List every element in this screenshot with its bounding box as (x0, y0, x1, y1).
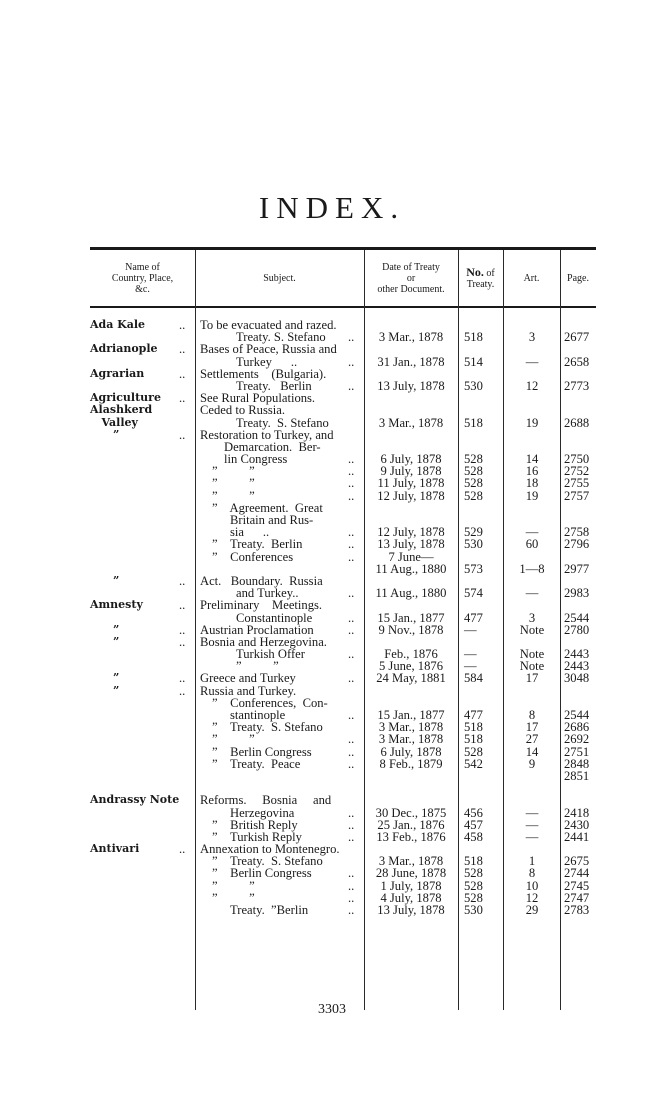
entry-treaty-no: 456 (464, 805, 483, 820)
entry-article: 14 (525, 452, 539, 467)
entry-subject: ” ” (212, 476, 255, 491)
entry-date: Feb., 1876 (384, 647, 438, 662)
table-row (90, 587, 596, 599)
table-row (90, 526, 596, 538)
entry-treaty-no: 477 (464, 610, 483, 625)
entry-article: — (525, 354, 539, 369)
entry-subject: sia .. (230, 525, 270, 540)
entry-page: 2755 (564, 476, 590, 491)
name-leader-dots: .. (179, 366, 186, 381)
entry-page: 2747 (564, 890, 590, 905)
entry-subject: ” Treaty. Peace (212, 756, 301, 771)
entry-subject: Act. Boundary. Russia (200, 573, 323, 588)
table-row (90, 368, 596, 380)
entry-date: 3 Mar., 1878 (378, 732, 444, 747)
entry-treaty-no: 530 (464, 378, 483, 393)
entry-treaty-no: 529 (464, 525, 483, 540)
entry-treaty-no: 528 (464, 890, 483, 905)
entry-article: — (525, 829, 539, 844)
entry-subject: ” ” (212, 488, 255, 503)
entry-subject: ” ” (212, 878, 255, 893)
table-row (90, 672, 596, 684)
entry-subject: Austrian Proclamation (200, 622, 314, 637)
entry-article: Note (519, 659, 545, 674)
entry-treaty-no: 574 (464, 586, 483, 601)
table-row (90, 356, 596, 368)
subject-leader-dots: .. (348, 829, 355, 844)
entry-name: ” (90, 427, 120, 441)
subject-leader-dots: .. (348, 464, 355, 479)
entry-date: 28 June, 1878 (375, 866, 447, 881)
entry-treaty-no: 542 (464, 756, 483, 771)
entry-page: 3048 (564, 671, 590, 686)
entry-name: Antivari (90, 842, 140, 856)
entry-article: — (525, 525, 539, 540)
entry-subject: ” British Reply (212, 817, 298, 832)
entry-page: 2745 (564, 878, 590, 893)
header-subject: Subject. (263, 272, 296, 284)
entry-treaty-no: — (464, 647, 477, 662)
entry-name: Andrassy Note (90, 793, 180, 807)
name-leader-dots: .. (179, 842, 186, 857)
name-leader-dots: .. (179, 342, 186, 357)
entry-page: 2692 (564, 732, 590, 747)
entry-name: ” (90, 634, 120, 648)
entry-article: Note (519, 622, 545, 637)
entry-subject: Reforms. Bosnia and (200, 793, 332, 808)
name-leader-dots: .. (179, 671, 186, 686)
subject-leader-dots: .. (348, 878, 355, 893)
name-leader-dots: .. (179, 318, 186, 332)
entry-date: 13 Feb., 1876 (376, 829, 446, 844)
table-row (90, 855, 596, 867)
table-row (90, 733, 596, 745)
subject-leader-dots: .. (348, 622, 355, 637)
name-leader-dots: .. (179, 683, 186, 698)
entry-date: 30 Dec., 1875 (375, 805, 447, 820)
subject-leader-dots: .. (348, 647, 355, 662)
entry-subject: Russia and Turkey. (200, 683, 297, 698)
entry-article: 10 (525, 878, 539, 893)
entry-page: 2544 (564, 708, 590, 722)
entry-treaty-no: 518 (464, 330, 483, 345)
entry-date: 13 July, 1878 (377, 378, 445, 393)
entry-subject: ” Agreement. Great (212, 500, 323, 515)
entry-article: 29 (525, 903, 539, 917)
subject-leader-dots: .. (348, 708, 355, 722)
entry-date: 13 July, 1878 (377, 903, 445, 917)
entry-date: 9 July, 1878 (380, 464, 442, 479)
entry-treaty-no: 530 (464, 903, 483, 917)
entry-date: 24 May, 1881 (376, 671, 446, 686)
entry-date: 3 Mar., 1878 (378, 415, 444, 430)
entry-treaty-no: 528 (464, 464, 483, 479)
entry-treaty-no: — (464, 659, 477, 674)
table-row (90, 538, 596, 550)
entry-subject: Constantinople (236, 610, 313, 625)
entry-subject: ” Turkish Reply (212, 829, 302, 844)
entry-treaty-no: 528 (464, 866, 483, 881)
entry-subject: ” Berlin Congress (212, 744, 312, 759)
table-row (90, 319, 596, 331)
header-name: Name of Country, Place, &c. (111, 261, 174, 295)
table-row (90, 404, 596, 416)
entry-article: 19 (525, 415, 539, 430)
entry-treaty-no: 528 (464, 878, 483, 893)
subject-leader-dots: .. (348, 452, 355, 467)
entry-article: 27 (525, 732, 539, 747)
entry-page: 2675 (564, 854, 590, 869)
entry-article: 17 (525, 671, 539, 686)
entry-page: 2658 (564, 354, 590, 369)
table-row (90, 697, 596, 709)
entry-subject: stantinople (230, 708, 286, 722)
table-row (90, 563, 596, 575)
entry-subject: Settlements (Bulgaria). (200, 366, 327, 381)
entry-name: Adrianople (90, 342, 158, 356)
header-treaty-no: No. of Treaty. (466, 264, 495, 290)
entry-subject: ” ” (212, 732, 255, 747)
entry-date: 3 Mar., 1878 (378, 854, 444, 869)
subject-leader-dots: .. (348, 890, 355, 905)
entry-subject: ” ” (236, 659, 279, 674)
entry-date: 3 Mar., 1878 (378, 720, 444, 735)
entry-page: 2418 (564, 805, 590, 820)
subject-leader-dots: .. (348, 586, 355, 601)
entry-subject: Treaty. ”Berlin (230, 903, 309, 917)
subject-leader-dots: .. (348, 537, 355, 552)
table-row (90, 502, 596, 514)
entry-subject: ” Conferences, Con- (212, 695, 328, 710)
entry-name: Ada Kale (90, 318, 146, 331)
table-row (90, 429, 596, 441)
entry-treaty-no: 518 (464, 854, 483, 869)
entry-article: 9 (528, 756, 536, 771)
entry-date: 15 Jan., 1877 (377, 610, 445, 625)
entry-subject: Britain and Rus- (230, 513, 314, 527)
entry-name: Agrarian (90, 366, 145, 380)
table-row (90, 441, 596, 453)
entry-subject: Ceded to Russia. (200, 403, 286, 418)
entry-name: ” (90, 622, 120, 636)
entry-subject: ” Treaty. S. Stefano (212, 720, 323, 735)
entry-subject: Turkey .. (236, 354, 298, 369)
table-row (90, 551, 596, 563)
table-row (90, 880, 596, 892)
entry-article: 18 (525, 476, 539, 491)
header-page: Page. (567, 272, 589, 284)
header-date: Date of Treaty or other Document. (377, 261, 445, 295)
entry-treaty-no: 518 (464, 732, 483, 747)
entry-article: 60 (525, 537, 539, 552)
entry-page: 2441 (564, 829, 590, 844)
subject-leader-dots: .. (348, 903, 355, 917)
table-row (90, 343, 596, 355)
table-row (90, 867, 596, 879)
subject-leader-dots: .. (348, 330, 355, 345)
page-title: INDEX. (258, 190, 406, 225)
entry-page: 2796 (564, 537, 590, 552)
entry-date: 3 Mar., 1878 (378, 330, 444, 345)
entry-treaty-no: 573 (464, 561, 483, 576)
entry-treaty-no: 528 (464, 452, 483, 467)
table-row (90, 380, 596, 392)
entry-subject: Treaty. S. Stefano (236, 330, 326, 345)
entry-subject: Restoration to Turkey, and (200, 427, 334, 442)
entry-date: 13 July, 1878 (377, 537, 445, 552)
entry-treaty-no: 514 (464, 354, 483, 369)
entry-subject: ” ” (212, 890, 255, 905)
entry-date: 11 July, 1878 (377, 476, 445, 491)
entry-article: — (525, 817, 539, 832)
entry-page: 2750 (564, 452, 590, 467)
entry-name: Valley (90, 415, 138, 429)
subject-leader-dots: .. (348, 732, 355, 747)
name-leader-dots: .. (179, 598, 186, 613)
subject-leader-dots: .. (348, 866, 355, 881)
entry-treaty-no: 518 (464, 415, 483, 430)
entry-name: Agriculture (90, 391, 161, 405)
subject-leader-dots: .. (348, 549, 355, 564)
entry-page: 2443 (564, 659, 590, 674)
name-leader-dots: .. (179, 634, 186, 649)
subject-leader-dots: .. (348, 476, 355, 491)
entry-page: 2851 (564, 768, 590, 783)
subject-leader-dots: .. (348, 488, 355, 503)
entry-subject: Bosnia and Herzegovina. (200, 634, 327, 649)
subject-leader-dots: .. (348, 525, 355, 540)
table-row (90, 831, 596, 843)
subject-leader-dots: .. (348, 744, 355, 759)
entry-page: 2751 (564, 744, 590, 759)
table-row (90, 417, 596, 429)
entry-subject: Preliminary Meetings. (200, 598, 323, 613)
entry-page: 2977 (564, 561, 590, 576)
entry-date: 8 Feb., 1879 (379, 756, 443, 771)
entry-subject: ” Conferences (212, 549, 294, 564)
entry-subject: Demarcation. Ber- (224, 439, 321, 454)
entry-treaty-no: — (464, 622, 477, 637)
entry-page: 2686 (564, 720, 590, 735)
entry-subject: ” Treaty. Berlin (212, 537, 303, 552)
table-row (90, 721, 596, 733)
entry-date: 25 Jan., 1876 (377, 817, 445, 832)
entry-date: 11 Aug., 1880 (375, 561, 447, 576)
entry-date: 1 July, 1878 (380, 878, 442, 893)
name-leader-dots: .. (179, 622, 186, 637)
entry-article: 12 (525, 890, 539, 905)
entry-date: 11 Aug., 1880 (375, 586, 447, 601)
entry-page: 2848 (564, 756, 590, 771)
name-leader-dots: .. (179, 391, 186, 406)
entry-subject: Treaty. Berlin (236, 378, 312, 393)
subject-leader-dots: .. (348, 378, 355, 393)
entry-subject: Bases of Peace, Russia and (200, 342, 337, 357)
entry-subject: lin Congress (224, 452, 288, 467)
entry-page: 2773 (564, 378, 590, 393)
entry-treaty-no: 457 (464, 817, 483, 832)
table-row (90, 624, 596, 636)
entry-date: 12 July, 1878 (377, 488, 445, 503)
subject-leader-dots: .. (348, 817, 355, 832)
subject-leader-dots: .. (348, 756, 355, 771)
entry-subject: To be evacuated and razed. (200, 318, 337, 332)
entry-name: ” (90, 573, 120, 587)
table-row (90, 477, 596, 489)
table-row (90, 392, 596, 404)
table-row (90, 770, 596, 782)
entry-page: 2430 (564, 817, 590, 832)
table-row (90, 794, 596, 806)
entry-subject: Treaty. S. Stefano (236, 415, 329, 430)
page-number: 3303 (318, 1002, 346, 1017)
subject-leader-dots: .. (348, 805, 355, 820)
entry-article: Note (519, 647, 545, 662)
entry-page: 2780 (564, 622, 590, 637)
entry-date: 9 Nov., 1878 (378, 622, 444, 637)
entry-treaty-no: 528 (464, 488, 483, 503)
entry-treaty-no: 584 (464, 671, 483, 686)
table-row (90, 685, 596, 697)
table-row (90, 709, 596, 721)
table-row (90, 892, 596, 904)
entry-date: 6 July, 1878 (380, 452, 442, 467)
header-rule (90, 306, 596, 308)
entry-article: 3 (528, 610, 536, 625)
table-row (90, 819, 596, 831)
table-row (90, 490, 596, 502)
table-row (90, 843, 596, 855)
entry-page: 2744 (564, 866, 590, 881)
entry-page: 2983 (564, 586, 590, 601)
subject-leader-dots: .. (348, 610, 355, 625)
entry-date: 6 July, 1878 (380, 744, 442, 759)
entry-date: 7 June— (388, 549, 434, 564)
entry-page: 2757 (564, 488, 590, 503)
entry-page: 2752 (564, 464, 590, 479)
entry-subject: See Rural Populations. (200, 391, 316, 406)
entry-date: 5 June, 1876 (378, 659, 443, 674)
entry-subject: ” Treaty. S. Stefano (212, 854, 323, 869)
entry-page: 2544 (564, 610, 590, 625)
entry-article: — (525, 586, 539, 601)
table-row (90, 758, 596, 770)
entry-subject: Turkish Offer (236, 647, 305, 662)
entry-subject: and Turkey.. (236, 586, 299, 601)
entry-name: Amnesty (90, 598, 143, 612)
name-leader-dots: .. (179, 573, 186, 588)
subject-leader-dots: .. (348, 671, 355, 686)
entry-subject: ” ” (212, 464, 255, 479)
table-row (90, 746, 596, 758)
table-row (90, 465, 596, 477)
entry-article: 12 (525, 378, 539, 393)
subject-leader-dots: .. (348, 354, 355, 369)
entry-article: 16 (525, 464, 539, 479)
entry-article: 8 (528, 708, 536, 722)
entry-page: 2758 (564, 525, 590, 540)
entry-page: 2783 (564, 903, 590, 917)
table-row (90, 660, 596, 672)
entry-date: 4 July, 1878 (380, 890, 442, 905)
name-leader-dots: .. (179, 427, 186, 442)
entry-date: 31 Jan., 1878 (377, 354, 445, 369)
entry-page: 2677 (564, 330, 590, 345)
table-row (90, 331, 596, 343)
entry-treaty-no: 518 (464, 720, 483, 735)
entry-article: 3 (528, 330, 536, 345)
entry-article: 14 (525, 744, 539, 759)
entry-treaty-no: 477 (464, 708, 483, 722)
entry-subject: Annexation to Montenegro. (200, 842, 340, 857)
entry-subject: Herzegovina (230, 805, 295, 820)
entry-name: Alashkerd (90, 403, 153, 417)
table-row (90, 612, 596, 624)
entry-article: 8 (528, 866, 536, 881)
entry-page: 2443 (564, 647, 590, 662)
entry-article: — (525, 805, 539, 820)
entry-name: ” (90, 683, 120, 697)
entry-article: 19 (525, 488, 539, 503)
entry-subject: Greece and Turkey (200, 671, 296, 686)
entry-subject: ” Berlin Congress (212, 866, 312, 881)
entry-treaty-no: 528 (464, 744, 483, 759)
index-rows (90, 319, 596, 916)
entry-treaty-no: 528 (464, 476, 483, 491)
entry-date: 12 July, 1878 (377, 525, 445, 540)
entry-article: 1 (528, 854, 536, 869)
entry-date: 15 Jan., 1877 (377, 708, 445, 722)
entry-treaty-no: 530 (464, 537, 483, 552)
table-row (90, 904, 596, 916)
header-art: Art. (523, 272, 540, 284)
entry-article: 17 (525, 720, 539, 735)
entry-page: 2688 (564, 415, 590, 430)
entry-name: ” (90, 671, 120, 685)
entry-treaty-no: 458 (464, 829, 483, 844)
table-row (90, 575, 596, 587)
table-row (90, 807, 596, 819)
table-row (90, 453, 596, 465)
table-row (90, 514, 596, 526)
table-row (90, 599, 596, 611)
entry-article: 1—8 (519, 561, 545, 576)
